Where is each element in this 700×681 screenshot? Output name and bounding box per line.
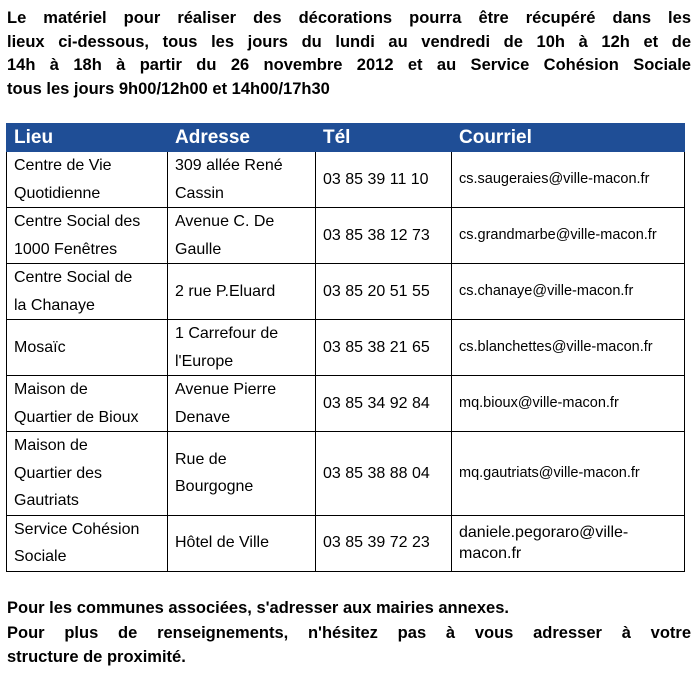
cell-courriel-link[interactable]: cs.grandmarbe@ville-macon.fr <box>452 208 685 264</box>
cell-tel: 03 85 34 92 84 <box>316 376 452 432</box>
cell-lieu: Mosaïc <box>7 320 168 376</box>
table-row <box>7 208 685 264</box>
cell-courriel-link[interactable]: cs.saugeraies@ville-macon.fr <box>452 152 685 208</box>
cell-lieu: Service Cohésion Sociale <box>7 515 168 571</box>
cell-adresse: 1 Carrefour de l'Europe <box>168 320 316 376</box>
cell-courriel-link[interactable]: mq.bioux@ville-macon.fr <box>452 376 685 432</box>
cell-adresse: 309 allée René Cassin <box>168 152 316 208</box>
cell-tel: 03 85 39 11 10 <box>316 152 452 208</box>
cell-lieu: Centre Social des 1000 Fenêtres <box>7 208 168 264</box>
cell-courriel-link[interactable]: cs.blanchettes@ville-macon.fr <box>452 320 685 376</box>
locations-table <box>6 123 685 572</box>
cell-tel: 03 85 38 21 65 <box>316 320 452 376</box>
cell-tel: 03 85 38 12 73 <box>316 208 452 264</box>
cell-lieu: Maison de Quartier des Gautriats <box>7 432 168 516</box>
header-adresse: Adresse <box>168 124 316 152</box>
cell-lieu: Centre Social de la Chanaye <box>7 264 168 320</box>
header-tel: Tél <box>316 124 452 152</box>
table-row <box>7 515 685 571</box>
outro-paragraph <box>7 596 691 670</box>
cell-courriel-link[interactable]: daniele.pegoraro@ville- macon.fr <box>452 515 685 571</box>
cell-tel: 03 85 38 88 04 <box>316 432 452 516</box>
cell-courriel-link[interactable]: mq.gautriats@ville-macon.fr <box>452 432 685 516</box>
table-row <box>7 432 685 516</box>
cell-lieu: Centre de Vie Quotidienne <box>7 152 168 208</box>
header-courriel: Courriel <box>452 124 685 152</box>
cell-lieu: Maison de Quartier de Bioux <box>7 376 168 432</box>
cell-courriel-link[interactable]: cs.chanaye@ville-macon.fr <box>452 264 685 320</box>
cell-tel: 03 85 20 51 55 <box>316 264 452 320</box>
table-row <box>7 376 685 432</box>
cell-adresse: Avenue C. De Gaulle <box>168 208 316 264</box>
cell-adresse: Avenue Pierre Denave <box>168 376 316 432</box>
cell-adresse: 2 rue P.Eluard <box>168 264 316 320</box>
table-row <box>7 152 685 208</box>
cell-adresse: Hôtel de Ville <box>168 515 316 571</box>
cell-adresse: Rue de Bourgogne <box>168 432 316 516</box>
table-row <box>7 320 685 376</box>
table-header-row <box>7 124 685 152</box>
table-row <box>7 264 685 320</box>
intro-line: 14h à 18h à partir du 26 novembre 2012 et au Service Cohésion Sociale <box>7 56 691 74</box>
header-lieu: Lieu <box>7 124 168 152</box>
outro-line: structure de proximité. <box>7 648 186 666</box>
intro-line: lieux ci-dessous, tous les jours du lundi au vendredi de 10h à 12h et de <box>7 32 691 51</box>
outro-line: Pour plus de renseignements, n'hésitez pas à vous adresser à votre <box>7 623 691 642</box>
intro-line: Le matériel pour réaliser des décorations pourra être récupéré dans les <box>7 9 691 27</box>
intro-line: tous les jours 9h00/12h00 et 14h00/17h30 <box>7 79 330 98</box>
cell-tel: 03 85 39 72 23 <box>316 515 452 571</box>
intro-paragraph <box>7 7 691 101</box>
outro-line: Pour les communes associées, s'adresser aux mairies annexes. <box>7 599 509 617</box>
